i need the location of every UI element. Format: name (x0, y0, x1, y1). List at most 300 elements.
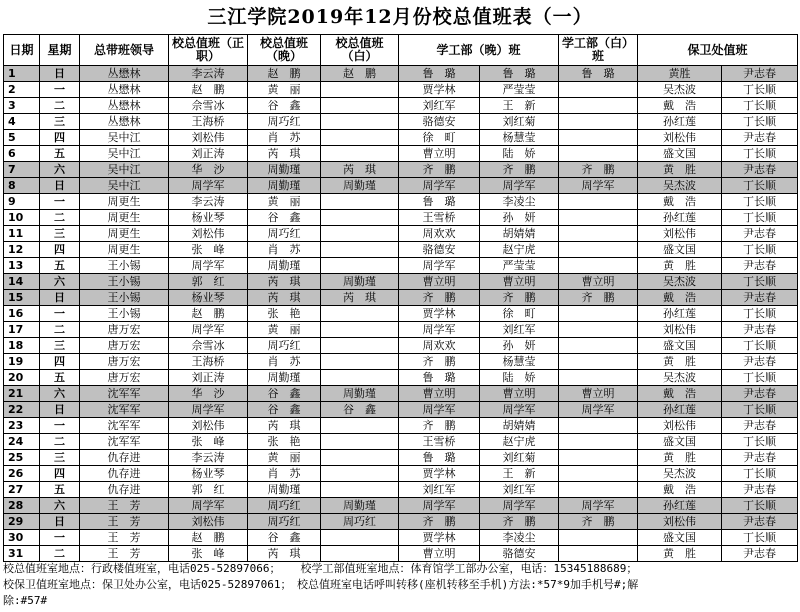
leader-cell: 吴中江 (80, 178, 169, 194)
duty-day-cell (321, 114, 399, 130)
security-cell-2: 丁长顺 (722, 82, 798, 98)
security-cell-1: 孙红莲 (638, 402, 722, 418)
table-row (4, 114, 798, 130)
duty-day-cell (321, 354, 399, 370)
leader-cell: 唐万宏 (80, 338, 169, 354)
security-cell-1: 刘松伟 (638, 130, 722, 146)
table-row (4, 434, 798, 450)
weekday-cell: 五 (40, 146, 80, 162)
student-evening-cell-2: 周学军 (480, 402, 559, 418)
weekday-cell: 四 (40, 354, 80, 370)
weekday-cell: 一 (40, 82, 80, 98)
duty-evening-cell: 张 艳 (248, 434, 321, 450)
header-date: 日期 (4, 35, 40, 66)
duty-day-cell (321, 322, 399, 338)
student-day-cell (559, 482, 638, 498)
duty-evening-cell: 谷 鑫 (248, 402, 321, 418)
duty-evening-cell: 周勤瑾 (248, 162, 321, 178)
duty-evening-cell: 芮 琪 (248, 146, 321, 162)
duty-day-cell (321, 194, 399, 210)
leader-cell: 王小锡 (80, 258, 169, 274)
duty-evening-cell: 周巧红 (248, 226, 321, 242)
table-row (4, 162, 798, 178)
student-day-cell: 周学军 (559, 498, 638, 514)
weekday-cell: 六 (40, 162, 80, 178)
duty-day-cell (321, 130, 399, 146)
duty-evening-cell: 周勤瑾 (248, 482, 321, 498)
security-cell-2: 丁长顺 (722, 98, 798, 114)
weekday-cell: 一 (40, 194, 80, 210)
leader-cell: 王小锡 (80, 274, 169, 290)
weekday-cell: 日 (40, 290, 80, 306)
security-cell-1: 吴杰波 (638, 466, 722, 482)
day-cell: 17 (4, 322, 40, 338)
leader-cell: 仇存进 (80, 466, 169, 482)
duty-day-cell: 赵 鹏 (321, 66, 399, 82)
weekday-cell: 六 (40, 498, 80, 514)
student-day-cell (559, 242, 638, 258)
weekday-cell: 五 (40, 482, 80, 498)
duty-evening-cell: 谷 鑫 (248, 386, 321, 402)
student-day-cell (559, 466, 638, 482)
student-day-cell (559, 82, 638, 98)
duty-evening-cell: 芮 琪 (248, 546, 321, 562)
duty-main-cell: 王海桥 (169, 114, 248, 130)
duty-main-cell: 周学军 (169, 322, 248, 338)
student-day-cell: 齐 鹏 (559, 514, 638, 530)
weekday-cell: 一 (40, 530, 80, 546)
duty-main-cell: 华 沙 (169, 386, 248, 402)
duty-main-cell: 华 沙 (169, 162, 248, 178)
leader-cell: 周更生 (80, 242, 169, 258)
duty-day-cell (321, 546, 399, 562)
day-cell: 10 (4, 210, 40, 226)
security-cell-1: 吴杰波 (638, 274, 722, 290)
student-day-cell: 周学军 (559, 402, 638, 418)
student-evening-cell-2: 王 新 (480, 466, 559, 482)
security-cell-1: 戴 浩 (638, 482, 722, 498)
student-evening-cell-2: 赵宁虎 (480, 242, 559, 258)
student-evening-cell-2: 刘红军 (480, 482, 559, 498)
student-evening-cell-1: 贾学林 (399, 530, 480, 546)
weekday-cell: 三 (40, 114, 80, 130)
student-evening-cell-1: 周学军 (399, 178, 480, 194)
security-cell-2: 丁长顺 (722, 114, 798, 130)
security-cell-2: 尹志春 (722, 450, 798, 466)
table-row (4, 210, 798, 226)
student-evening-cell-1: 鲁 璐 (399, 370, 480, 386)
leader-cell: 王小锡 (80, 290, 169, 306)
weekday-cell: 三 (40, 226, 80, 242)
day-cell: 19 (4, 354, 40, 370)
duty-day-cell (321, 306, 399, 322)
leader-cell: 丛懋林 (80, 98, 169, 114)
security-cell-1: 刘松伟 (638, 226, 722, 242)
duty-main-cell: 刘松伟 (169, 418, 248, 434)
footer-notes (3, 561, 797, 609)
table-row (4, 530, 798, 546)
student-day-cell: 齐 鹏 (559, 290, 638, 306)
student-day-cell (559, 434, 638, 450)
student-evening-cell-1: 曹立明 (399, 146, 480, 162)
security-cell-2: 丁长顺 (722, 530, 798, 546)
student-day-cell (559, 546, 638, 562)
day-cell: 2 (4, 82, 40, 98)
day-cell: 5 (4, 130, 40, 146)
duty-main-cell: 赵 鹏 (169, 530, 248, 546)
duty-main-cell: 刘正涛 (169, 146, 248, 162)
duty-main-cell: 郭 红 (169, 482, 248, 498)
security-cell-2: 尹志春 (722, 226, 798, 242)
table-row (4, 146, 798, 162)
student-evening-cell-2: 周学军 (480, 178, 559, 194)
duty-day-cell: 芮 琪 (321, 290, 399, 306)
student-evening-cell-2: 孙 妍 (480, 210, 559, 226)
footer-duty-office: 校总值班室地点：行政楼值班室，电话025-52897066； (3, 562, 281, 575)
leader-cell: 周更生 (80, 226, 169, 242)
security-cell-1: 吴杰波 (638, 82, 722, 98)
day-cell: 15 (4, 290, 40, 306)
student-evening-cell-1: 贾学林 (399, 306, 480, 322)
security-cell-2: 丁长顺 (722, 338, 798, 354)
student-day-cell: 周学军 (559, 178, 638, 194)
security-cell-2: 尹志春 (722, 130, 798, 146)
student-evening-cell-2: 齐 鹏 (480, 514, 559, 530)
day-cell: 25 (4, 450, 40, 466)
day-cell: 4 (4, 114, 40, 130)
duty-main-cell: 刘松伟 (169, 514, 248, 530)
weekday-cell: 四 (40, 130, 80, 146)
security-cell-2: 丁长顺 (722, 146, 798, 162)
duty-day-cell (321, 210, 399, 226)
security-cell-2: 丁长顺 (722, 370, 798, 386)
student-evening-cell-2: 刘红菊 (480, 114, 559, 130)
student-evening-cell-2: 杨慧莹 (480, 354, 559, 370)
table-row (4, 482, 798, 498)
weekday-cell: 三 (40, 338, 80, 354)
student-evening-cell-1: 齐 鹏 (399, 162, 480, 178)
student-evening-cell-2: 徐 町 (480, 306, 559, 322)
footer-student-office: 校学工部值班室地点：体育馆学工部办公室，电话：15345188689； (300, 562, 638, 575)
student-evening-cell-1: 曹立明 (399, 546, 480, 562)
duty-main-cell: 杨业琴 (169, 210, 248, 226)
table-row (4, 178, 798, 194)
security-cell-2: 尹志春 (722, 482, 798, 498)
student-evening-cell-2: 骆德安 (480, 546, 559, 562)
security-cell-2: 尹志春 (722, 354, 798, 370)
student-evening-cell-1: 刘红军 (399, 482, 480, 498)
duty-main-cell: 张 峰 (169, 434, 248, 450)
security-cell-1: 盛文国 (638, 146, 722, 162)
leader-cell: 吴中江 (80, 130, 169, 146)
security-cell-1: 黄 胜 (638, 162, 722, 178)
student-evening-cell-1: 王雪桥 (399, 210, 480, 226)
leader-cell: 王 芳 (80, 498, 169, 514)
duty-table (3, 34, 798, 562)
duty-day-cell: 周勤瑾 (321, 498, 399, 514)
weekday-cell: 五 (40, 370, 80, 386)
day-cell: 14 (4, 274, 40, 290)
day-cell: 24 (4, 434, 40, 450)
leader-cell: 沈军军 (80, 386, 169, 402)
weekday-cell: 二 (40, 546, 80, 562)
header-student-affairs-evening: 学工部（晚）班 (399, 35, 559, 66)
security-cell-2: 丁长顺 (722, 274, 798, 290)
weekday-cell: 四 (40, 242, 80, 258)
duty-evening-cell: 周勤瑾 (248, 370, 321, 386)
security-cell-1: 吴杰波 (638, 370, 722, 386)
security-cell-1: 黄 胜 (638, 354, 722, 370)
student-evening-cell-2: 刘红菊 (480, 450, 559, 466)
header-leader: 总带班领导 (80, 35, 169, 66)
table-row (4, 98, 798, 114)
security-cell-2: 尹志春 (722, 290, 798, 306)
duty-main-cell: 周学军 (169, 258, 248, 274)
student-evening-cell-2: 曹立明 (480, 274, 559, 290)
weekday-cell: 日 (40, 66, 80, 82)
weekday-cell: 三 (40, 450, 80, 466)
table-row (4, 338, 798, 354)
security-cell-1: 黄 胜 (638, 450, 722, 466)
duty-day-cell (321, 370, 399, 386)
leader-cell: 沈军军 (80, 418, 169, 434)
leader-cell: 唐万宏 (80, 370, 169, 386)
student-evening-cell-1: 贾学林 (399, 82, 480, 98)
student-day-cell (559, 210, 638, 226)
weekday-cell: 日 (40, 514, 80, 530)
student-evening-cell-1: 曹立明 (399, 274, 480, 290)
security-cell-1: 孙红莲 (638, 210, 722, 226)
duty-evening-cell: 周巧红 (248, 498, 321, 514)
student-evening-cell-2: 鲁 璐 (480, 66, 559, 82)
student-evening-cell-2: 陆 娇 (480, 370, 559, 386)
student-evening-cell-1: 骆德安 (399, 114, 480, 130)
security-cell-1: 黄 胜 (638, 546, 722, 562)
duty-day-cell (321, 482, 399, 498)
student-evening-cell-1: 齐 鹏 (399, 354, 480, 370)
table-row (4, 546, 798, 562)
security-cell-2: 尹志春 (722, 418, 798, 434)
student-evening-cell-1: 曹立明 (399, 386, 480, 402)
duty-evening-cell: 谷 鑫 (248, 210, 321, 226)
security-cell-1: 戴 浩 (638, 98, 722, 114)
student-evening-cell-1: 齐 鹏 (399, 290, 480, 306)
table-row (4, 306, 798, 322)
security-cell-1: 吴杰波 (638, 178, 722, 194)
weekday-cell: 一 (40, 418, 80, 434)
security-cell-2: 丁长顺 (722, 402, 798, 418)
leader-cell: 王 芳 (80, 514, 169, 530)
table-row (4, 466, 798, 482)
security-cell-2: 尹志春 (722, 258, 798, 274)
duty-evening-cell: 谷 鑫 (248, 98, 321, 114)
weekday-cell: 四 (40, 466, 80, 482)
day-cell: 9 (4, 194, 40, 210)
student-evening-cell-1: 齐 鹏 (399, 418, 480, 434)
student-evening-cell-1: 周学军 (399, 402, 480, 418)
security-cell-2: 丁长顺 (722, 434, 798, 450)
table-row (4, 194, 798, 210)
security-cell-2: 丁长顺 (722, 498, 798, 514)
duty-evening-cell: 黄 丽 (248, 82, 321, 98)
security-cell-2: 丁长顺 (722, 306, 798, 322)
leader-cell: 王小锡 (80, 306, 169, 322)
student-evening-cell-1: 刘红军 (399, 98, 480, 114)
student-evening-cell-1: 骆德安 (399, 242, 480, 258)
duty-evening-cell: 肖 苏 (248, 242, 321, 258)
student-evening-cell-2: 胡婧婧 (480, 418, 559, 434)
security-cell-1: 刘松伟 (638, 418, 722, 434)
duty-day-cell (321, 146, 399, 162)
security-cell-1: 孙红莲 (638, 114, 722, 130)
day-cell: 22 (4, 402, 40, 418)
student-evening-cell-1: 周欢欢 (399, 226, 480, 242)
table-row (4, 130, 798, 146)
leader-cell: 仇存进 (80, 482, 169, 498)
duty-day-cell (321, 82, 399, 98)
header-duty-day: 校总值班（白） (321, 35, 399, 66)
table-row (4, 450, 798, 466)
student-evening-cell-2: 严莹莹 (480, 82, 559, 98)
footer-line-2: 校保卫值班室地点：保卫处办公室，电话025-52897061； 校总值班室电话呼叫转移(座机转移至手机)方法:*57*9加手机号#;解 (3, 578, 639, 591)
leader-cell: 唐万宏 (80, 354, 169, 370)
leader-cell: 丛懋林 (80, 66, 169, 82)
student-day-cell (559, 146, 638, 162)
day-cell: 30 (4, 530, 40, 546)
security-cell-2: 尹志春 (722, 322, 798, 338)
duty-main-cell: 郭 红 (169, 274, 248, 290)
duty-evening-cell: 芮 琪 (248, 290, 321, 306)
leader-cell: 沈军军 (80, 402, 169, 418)
duty-day-cell (321, 466, 399, 482)
duty-main-cell: 李云涛 (169, 450, 248, 466)
weekday-cell: 二 (40, 210, 80, 226)
table-row (4, 418, 798, 434)
day-cell: 13 (4, 258, 40, 274)
leader-cell: 仇存进 (80, 450, 169, 466)
day-cell: 18 (4, 338, 40, 354)
duty-day-cell (321, 338, 399, 354)
day-cell: 21 (4, 386, 40, 402)
security-cell-2: 丁长顺 (722, 194, 798, 210)
day-cell: 26 (4, 466, 40, 482)
table-row (4, 258, 798, 274)
table-row (4, 66, 798, 82)
security-cell-1: 孙红莲 (638, 498, 722, 514)
security-cell-1: 刘松伟 (638, 322, 722, 338)
leader-cell: 沈军军 (80, 434, 169, 450)
leader-cell: 王 芳 (80, 546, 169, 562)
security-cell-2: 丁长顺 (722, 242, 798, 258)
leader-cell: 唐万宏 (80, 322, 169, 338)
table-row (4, 354, 798, 370)
table-row (4, 370, 798, 386)
duty-main-cell: 王海桥 (169, 354, 248, 370)
student-evening-cell-2: 李凌尘 (480, 530, 559, 546)
duty-day-cell (321, 98, 399, 114)
student-evening-cell-1: 徐 町 (399, 130, 480, 146)
security-cell-1: 盛文国 (638, 530, 722, 546)
duty-main-cell: 佘雪冰 (169, 338, 248, 354)
table-row (4, 226, 798, 242)
student-day-cell (559, 370, 638, 386)
student-day-cell (559, 354, 638, 370)
header-security: 保卫处值班 (638, 35, 798, 66)
weekday-cell: 二 (40, 98, 80, 114)
header-weekday: 星期 (40, 35, 80, 66)
security-cell-1: 戴 浩 (638, 194, 722, 210)
duty-evening-cell: 黄 丽 (248, 322, 321, 338)
duty-evening-cell: 赵 鹏 (248, 66, 321, 82)
security-cell-2: 丁长顺 (722, 178, 798, 194)
student-evening-cell-1: 周学军 (399, 498, 480, 514)
student-evening-cell-2: 杨慧莹 (480, 130, 559, 146)
duty-day-cell (321, 258, 399, 274)
security-cell-2: 尹志春 (722, 66, 798, 82)
security-cell-1: 盛文国 (638, 434, 722, 450)
duty-day-cell: 周勤瑾 (321, 274, 399, 290)
student-evening-cell-1: 鲁 璐 (399, 194, 480, 210)
table-row (4, 322, 798, 338)
footer-line-3: 除:#57# (3, 594, 48, 607)
header-duty-evening: 校总值班（晚） (248, 35, 321, 66)
leader-cell: 周更生 (80, 210, 169, 226)
duty-main-cell: 杨业琴 (169, 466, 248, 482)
duty-evening-cell: 芮 琪 (248, 418, 321, 434)
student-day-cell: 齐 鹏 (559, 162, 638, 178)
day-cell: 27 (4, 482, 40, 498)
table-row (4, 514, 798, 530)
student-evening-cell-1: 贾学林 (399, 466, 480, 482)
day-cell: 12 (4, 242, 40, 258)
day-cell: 3 (4, 98, 40, 114)
student-day-cell (559, 114, 638, 130)
duty-main-cell: 赵 鹏 (169, 306, 248, 322)
student-evening-cell-1: 周欢欢 (399, 338, 480, 354)
weekday-cell: 二 (40, 434, 80, 450)
security-cell-2: 丁长顺 (722, 210, 798, 226)
duty-evening-cell: 周巧红 (248, 338, 321, 354)
student-day-cell (559, 338, 638, 354)
day-cell: 11 (4, 226, 40, 242)
duty-day-cell (321, 226, 399, 242)
duty-main-cell: 周学军 (169, 498, 248, 514)
duty-day-cell (321, 434, 399, 450)
day-cell: 31 (4, 546, 40, 562)
security-cell-1: 戴 浩 (638, 290, 722, 306)
student-evening-cell-2: 齐 鹏 (480, 290, 559, 306)
duty-evening-cell: 谷 鑫 (248, 530, 321, 546)
duty-evening-cell: 周勤瑾 (248, 258, 321, 274)
duty-main-cell: 刘松伟 (169, 130, 248, 146)
duty-main-cell: 张 峰 (169, 546, 248, 562)
table-row (4, 242, 798, 258)
student-day-cell (559, 306, 638, 322)
student-evening-cell-2: 严莹莹 (480, 258, 559, 274)
duty-evening-cell: 张 艳 (248, 306, 321, 322)
header-student-affairs-day: 学工部（白）班 (559, 35, 638, 66)
weekday-cell: 二 (40, 322, 80, 338)
weekday-cell: 五 (40, 258, 80, 274)
table-row (4, 274, 798, 290)
weekday-cell: 六 (40, 386, 80, 402)
security-cell-1: 孙红莲 (638, 306, 722, 322)
leader-cell: 丛懋林 (80, 114, 169, 130)
table-row (4, 386, 798, 402)
duty-day-cell (321, 418, 399, 434)
student-evening-cell-2: 曹立明 (480, 386, 559, 402)
leader-cell: 吴中江 (80, 146, 169, 162)
